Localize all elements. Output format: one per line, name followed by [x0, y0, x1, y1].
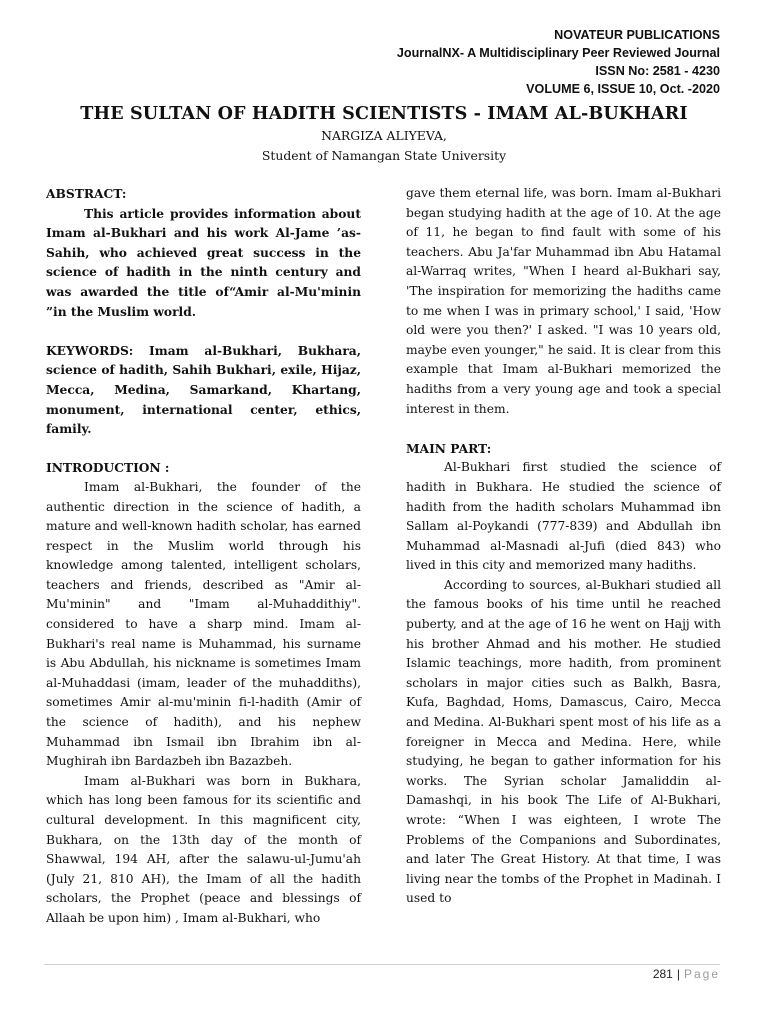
introduction-paragraph-2-continued: gave them eternal life, was born. Imam al-Bukhari began studying hadith at the age of 10. At the age of 11, he began to find fault with some of his teachers. Abu Ja'far Muhammad ibn Abu Hatamal al-Warraq writes, "When I heard al-Bukhari say, 'The inspiration for memorizing the hadiths came to me when I was in primary school,' I said, 'How old were you then?' I asked. "I was 10 years old, maybe even younger," he said. It is clear from this example that Imam al-Bukhari memorized the hadiths from a very young age and took a special interest in them.: [406, 186, 721, 416]
introduction-paragraph-1: Imam al-Bukhari, the founder of the authentic direction in the science of hadith, a mature and well-known hadith scholar, has earned respect in the Muslim world through his knowledge among talented, intelligent scholars, teachers and friends, described as "Amir al-Mu'minin" and "Imam al-Muhaddithiy". considered to have a sharp mind. Imam al-Bukhari's real name is Muhammad, his surname is Abu Abdullah, his nickname is sometimes Imam al-Muhaddasi (imam, leader of the muhaddiths), sometimes Amir al-mu'minin fi-l-hadith (Amir of the science of hadith), and his nephew Muhammad ibn Ismail ibn Ibrahim ibn al-Mughirah ibn Bardazbeh ibn Bazazbeh.: [46, 479, 361, 769]
main-part-paragraph-2: According to sources, al-Bukhari studied all the famous books of his time until he reached puberty, and at the age of 16 he went on Hajj with his brother Ahmad and his mother. He studied Islamic teachings, more hadith, from prominent scholars in major cities such as Balkh, Basra, Kufa, Baghdad, Homs, Damascus, Cairo, Mecca and Medina. Al-Bukhari spent most of his life as a foreigner in Mecca and Medina. Here, while studying, he began to gather information for his works. The Syrian scholar Jamaliddin al-Damashqi, in his book The Life of Al-Bukhari, wrote: “When I was eighteen, I wrote The Problems of the Companions and Subordinates, and later The Great History. At that time, I was living near the tombs of the Prophet in Madinah. I used to: [406, 577, 721, 906]
page-label: Page: [683, 967, 720, 981]
abstract-text: This article provides information about Imam al-Bukhari and his work Al-Jame ’as-Sahih, who achieved great success in the science of hadith in the ninth century and was awarded the title of“Amir al-Mu'minin ”in the Muslim world.: [46, 205, 361, 319]
right-column: [406, 184, 721, 909]
introduction-heading: INTRODUCTION :: [46, 460, 170, 476]
volume-issue: VOLUME 6, ISSUE 10, Oct. -2020: [526, 82, 720, 96]
introduction-paragraph-2: Imam al-Bukhari was born in Bukhara, which has long been famous for its scientific and cultural development. In this magnificent city, Bukhara, on the 13th day of the month of Shawwal, 194 AH, after the salawu-ul-Jumu'ah (July 21, 810 AH), the Imam of all the hadith scholars, the Prophet (peace and blessings of Allaah be upon him) , Imam al-Bukhari, who: [46, 773, 361, 925]
footer-separator: |: [676, 967, 680, 981]
left-column: [46, 184, 361, 929]
issn: ISSN No: 2581 - 4230: [595, 64, 720, 78]
page-footer: [653, 966, 720, 982]
journal-header: [120, 26, 720, 98]
page-number: 281: [652, 967, 673, 981]
main-part-paragraph-1: Al-Bukhari first studied the science of hadith in Bukhara. He studied the science of hadith from the hadith scholars Muhammad ibn Sallam al-Poykandi (777-839) and Abdullah ibn Muhammad al-Masnadi al-Jufi (died 843) who lived in this city and memorized many hadiths.: [406, 460, 721, 573]
main-part-heading: MAIN PART:: [406, 440, 492, 456]
publisher-name: NOVATEUR PUBLICATIONS: [554, 28, 720, 42]
footer-divider: [44, 964, 720, 965]
abstract-heading: ABSTRACT:: [46, 186, 127, 201]
paper-title: THE SULTAN OF HADITH SCIENTISTS - IMAM AL-BUKHARI: [80, 103, 688, 124]
author-name: NARGIZA ALIYEVA,: [321, 128, 447, 143]
author-affiliation: Student of Namangan State University: [261, 148, 507, 163]
journal-name: JournalNX- A Multidisciplinary Peer Reviewed Journal: [396, 46, 720, 60]
keywords: KEYWORDS: Imam al-Bukhari, Bukhara, science of hadith, Sahih Bukhari, exile, Hijaz, Mecca, Medina, Samarkand, Khartang, monument, international center, ethics, family.: [46, 342, 361, 437]
